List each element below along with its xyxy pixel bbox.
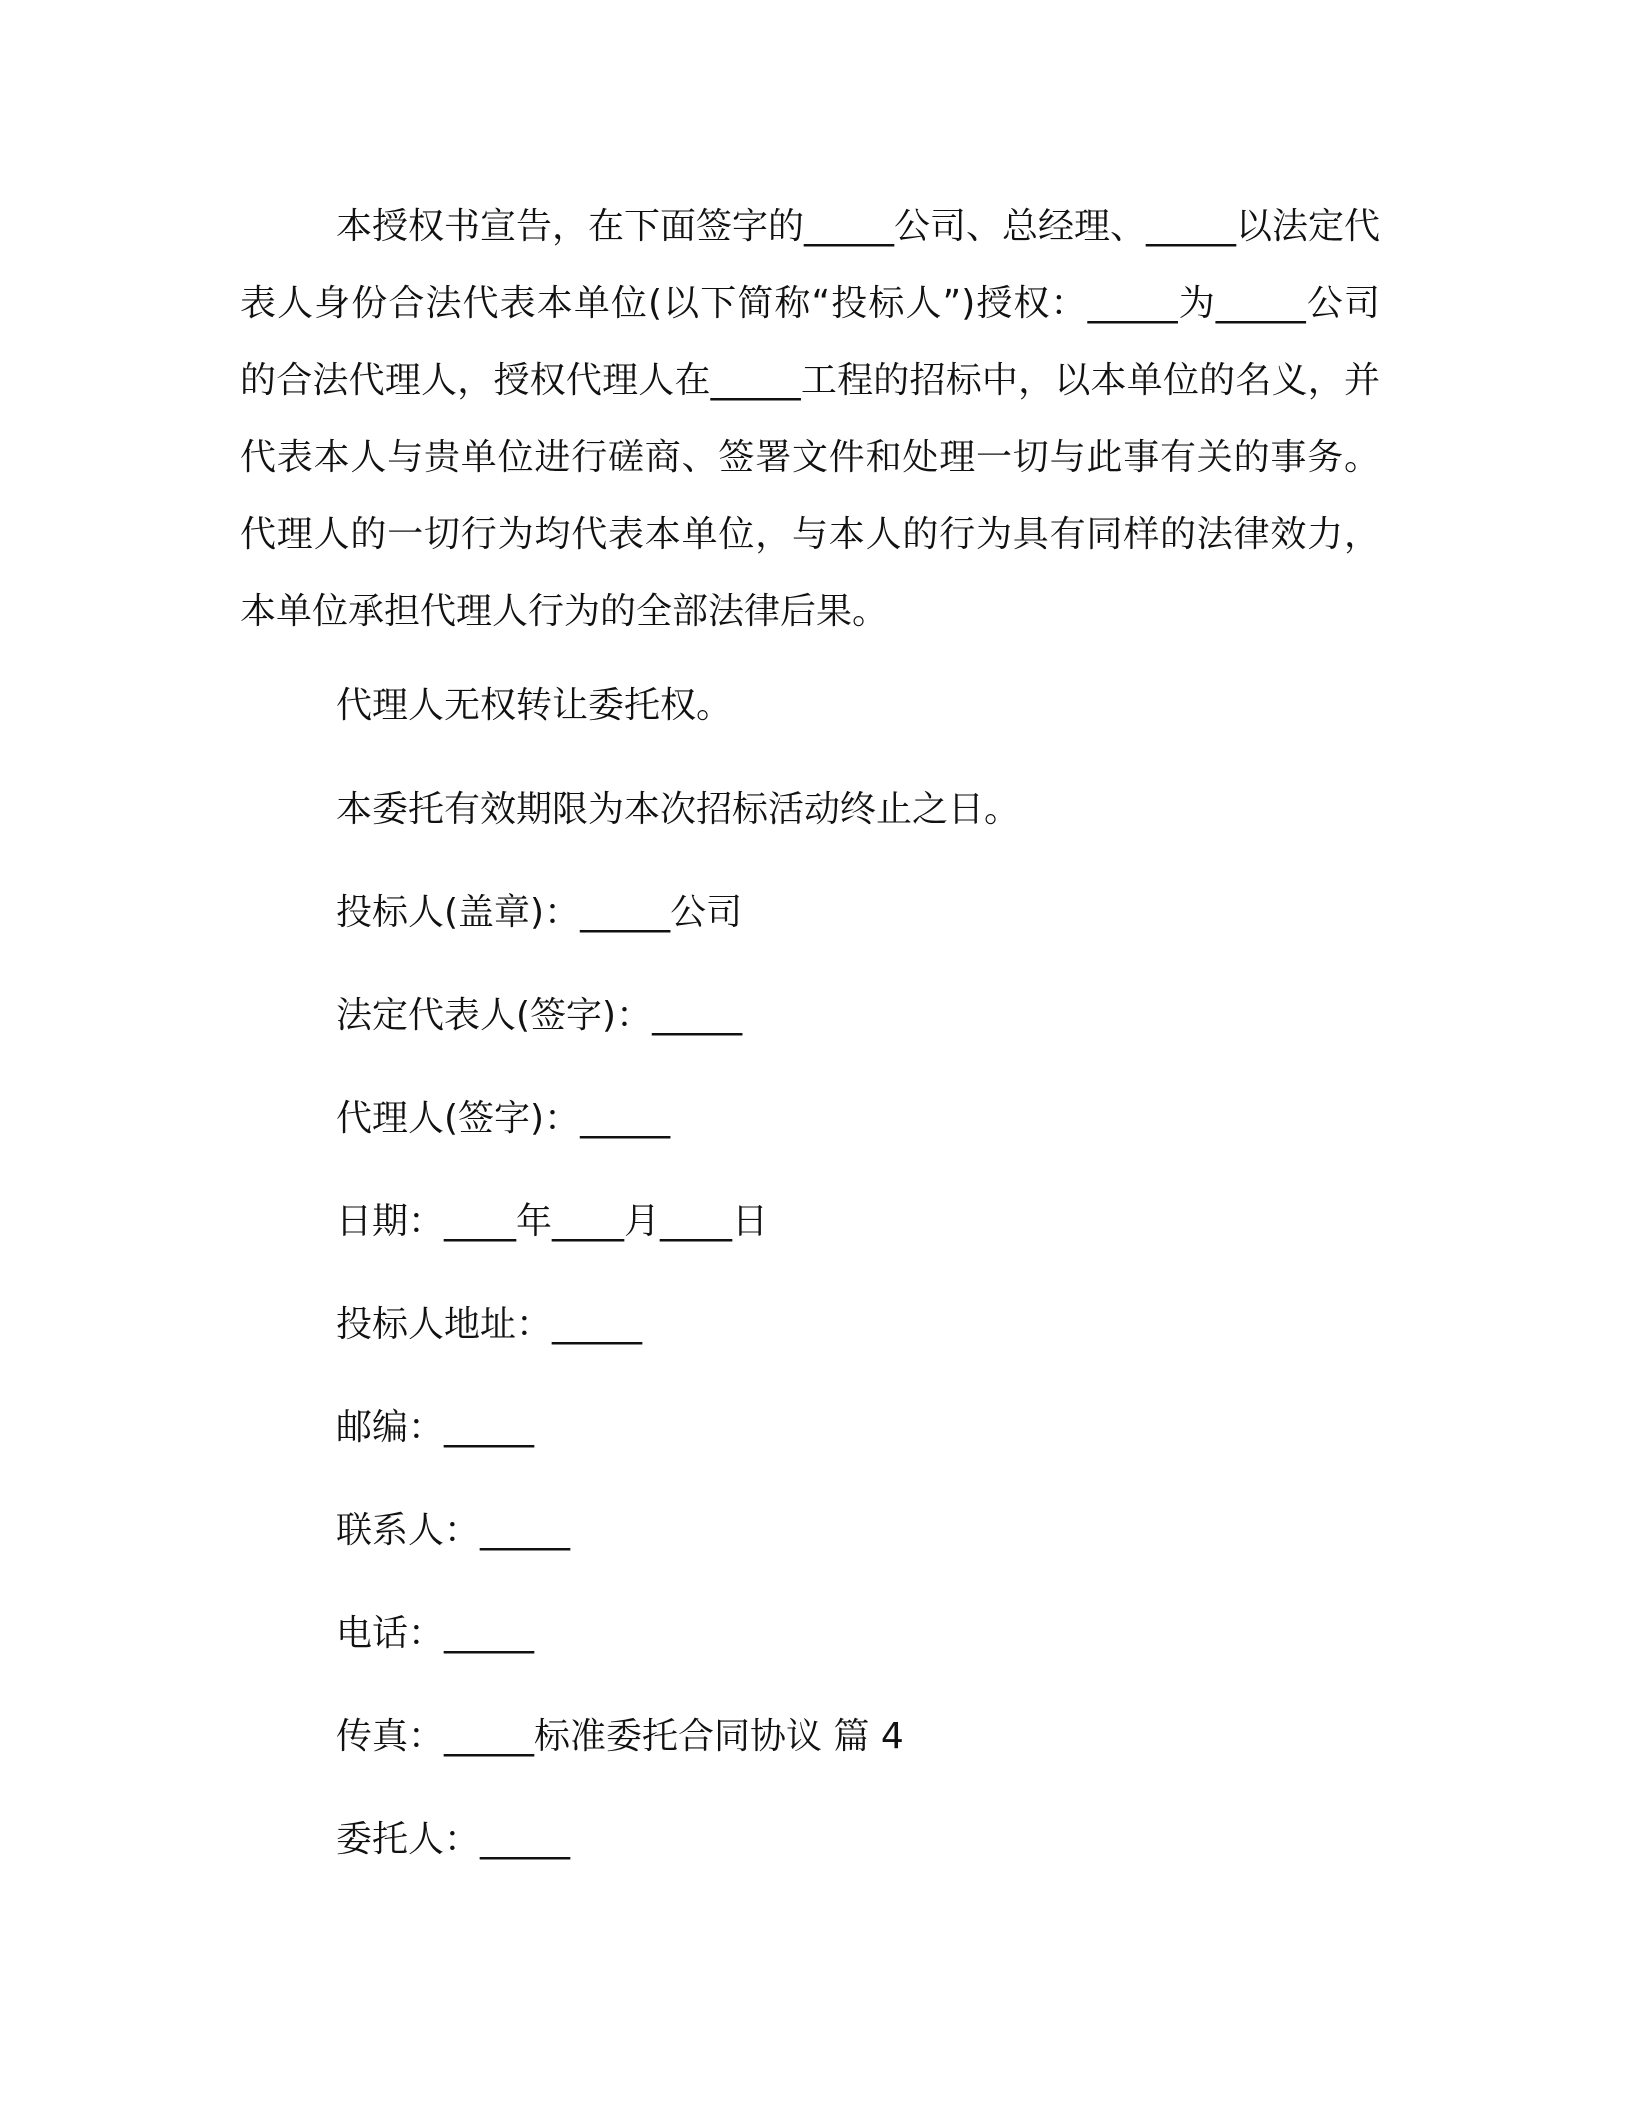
bidder-address-line: 投标人地址：_____ <box>336 1304 643 1345</box>
agent-signature-line: 代理人(签字)：_____ <box>336 1098 671 1139</box>
no-transfer-line: 代理人无权转让委托权。 <box>336 685 733 726</box>
validity-line: 本委托有效期限为本次招标活动终止之日。 <box>336 789 1021 830</box>
legal-rep-signature-line: 法定代表人(签字)：_____ <box>336 995 743 1036</box>
date-line: 日期：____年____月____日 <box>336 1201 769 1242</box>
authorization-paragraph: 本授权书宣告，在下面签字的_____公司、总经理、_____以法定代表人身份合法代表本单位(以下简称“投标人”)授权：_____为_____公司的合法代理人，授权代理人在_____工程的招标中，以本单位的名义，并代表本人与贵单位进行磋商、签署文件和处理一切与此事有关的事务。代理人的一切行为均代表本单位，与本人的行为具有同样的法律效力，本单位承担代理人行为的全部法律后果。 <box>240 206 1381 632</box>
bidder-seal-line: 投标人(盖章)：_____公司 <box>336 892 743 933</box>
phone-line: 电话：_____ <box>336 1613 535 1654</box>
fax-line: 传真：_____标准委托合同协议 篇 4 <box>336 1716 904 1757</box>
postcode-line: 邮编：_____ <box>336 1407 535 1448</box>
principal-line: 委托人：_____ <box>336 1819 571 1860</box>
contact-person-line: 联系人：_____ <box>336 1510 571 1551</box>
